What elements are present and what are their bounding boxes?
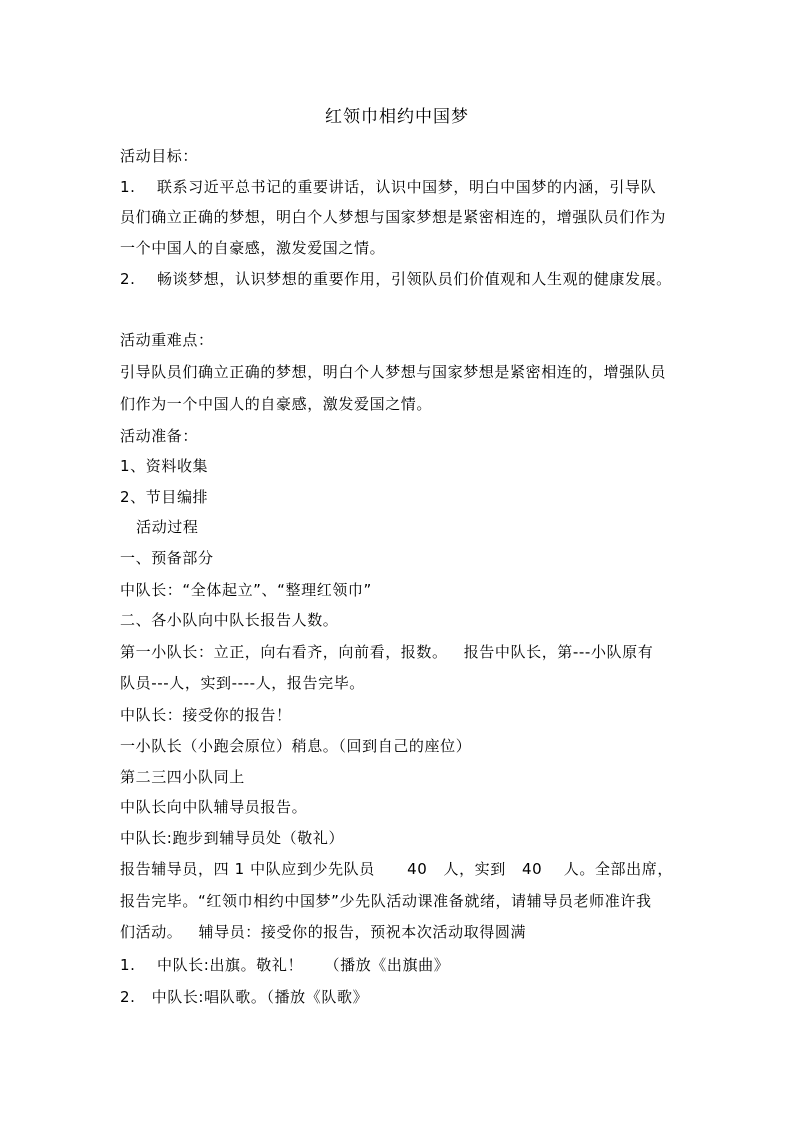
process-line: 一小队长（小跑会原位）稍息。（回到自己的座位） xyxy=(120,737,472,755)
process-line: 中队长：“全体起立”、“整理红领巾” xyxy=(120,581,372,599)
preparation-item-2: 2、节目编排 xyxy=(120,488,209,506)
process-part-1-heading: 一、预备部分 xyxy=(120,549,214,567)
goal-1-line-3: 一个中国人的自豪感，激发爱国之情。 xyxy=(120,239,386,257)
process-line: 1. 中队长:出旗。敬礼！ （播放《出旗曲》 xyxy=(120,956,450,974)
process-line: 报告辅导员，四 1 中队应到少先队员 40 人，实到 40 人。全部出席， xyxy=(120,860,673,878)
process-line: 中队长向中队辅导员报告。 xyxy=(120,798,308,816)
process-line: 们活动。 辅导员：接受你的报告，预祝本次活动取得圆满 xyxy=(120,923,527,941)
preparation-item-1: 1、资料收集 xyxy=(120,457,209,475)
section-heading-process: 活动过程 xyxy=(120,518,199,536)
process-line: 2. 中队长:唱队歌。（播放《队歌》 xyxy=(120,988,369,1006)
process-line: 队员---人，实到----人，报告完毕。 xyxy=(120,674,365,692)
goal-2-line: 2. 畅谈梦想，认识梦想的重要作用，引领队员们价值观和人生观的健康发展。 xyxy=(120,270,672,288)
goal-1-line-2: 员们确立正确的梦想，明白个人梦想与国家梦想是紧密相连的，增强队员们作为 xyxy=(120,208,667,226)
section-heading-key-points: 活动重难点： xyxy=(120,331,214,349)
section-heading-preparation: 活动准备： xyxy=(120,427,199,445)
document-title: 红领巾相约中国梦 xyxy=(325,107,469,127)
process-line: 第二三四小队同上 xyxy=(120,768,245,786)
section-heading-goals: 活动目标： xyxy=(120,147,199,165)
goal-1-line-1: 1. 联系习近平总书记的重要讲话，认识中国梦，明白中国梦的内涵，引导队 xyxy=(120,178,657,196)
process-line: 第一小队长：立正，向右看齐，向前看，报数。 报告中队长，第---小队原有 xyxy=(120,643,654,661)
key-points-line-2: 们作为一个中国人的自豪感，激发爱国之情。 xyxy=(120,395,433,413)
process-line: 中队长：接受你的报告！ xyxy=(120,706,292,724)
key-points-line-1: 引导队员们确立正确的梦想，明白个人梦想与国家梦想是紧密相连的，增强队员 xyxy=(120,363,667,381)
process-line: 中队长:跑步到辅导员处（敬礼） xyxy=(120,829,345,847)
process-line: 报告完毕。“红领巾相约中国梦”少先队活动课准备就绪，请辅导员老师准许我 xyxy=(120,892,652,910)
process-part-2-heading: 二、各小队向中队长报告人数。 xyxy=(120,611,339,629)
